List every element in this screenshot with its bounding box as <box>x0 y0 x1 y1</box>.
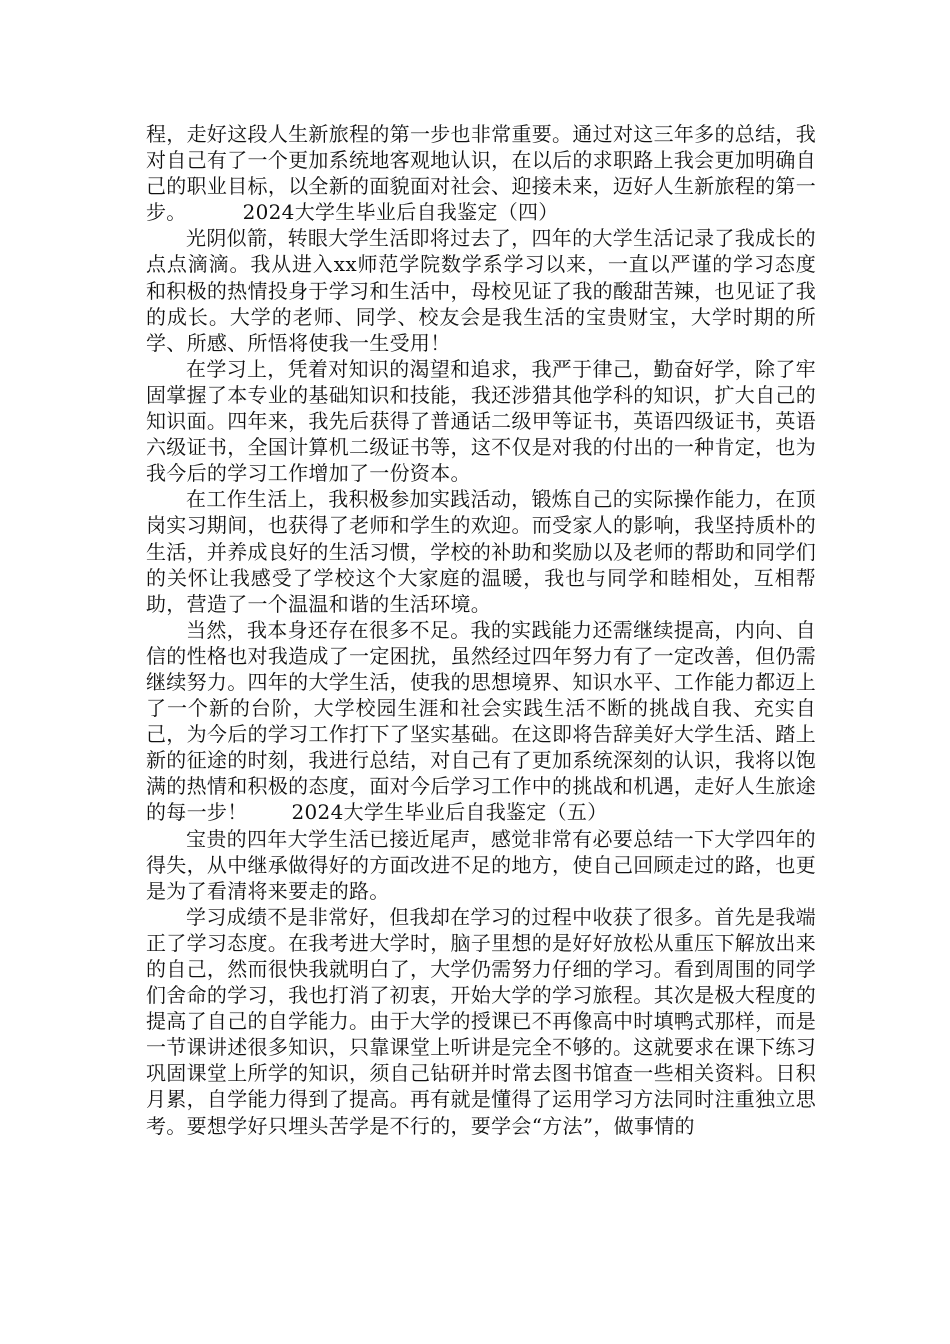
paragraph: 学习成绩不是非常好，但我却在学习的过程中收获了很多。首先是我端正了学习态度。在我考进大学时，脑子里想的是好好放松从重压下解放出来的自己，然而很快我就明白了，大学仍需努力仔细的学习。看到周围的同学们舍命的学习，我也打消了初衷，开始大学的学习旅程。其次是极大程度的提高了自己的自学能力。由于大学的授课已不再像高中时填鸭式那样，而是一节课讲述很多知识，只靠课堂上听讲是完全不够的。这就要求在课下练习巩固课堂上所学的知识，须自己钻研并时常去图书馆查一些相关资料。日积月累，自学能力得到了提高。再有就是懂得了运用学习方法同时注重独立思考。要想学好只埋头苦学是不行的，要学会“方法”，做事情的 <box>146 904 816 1138</box>
document-page <box>146 121 816 1139</box>
paragraph: 在学习上，凭着对知识的渴望和追求，我严于律己，勤奋好学，除了牢固掌握了本专业的基础知识和技能，我还涉猎其他学科的知识，扩大自己的知识面。四年来，我先后获得了普通话二级甲等证书，英语四级证书，英语六级证书，全国计算机二级证书等，这不仅是对我的付出的一种肯定，也为我今后的学习工作增加了一份资本。 <box>146 356 816 486</box>
section-heading: 2024大学生毕业后自我鉴定（四） <box>242 200 559 225</box>
paragraph: 光阴似箭，转眼大学生活即将过去了，四年的大学生活记录了我成长的点点滴滴。我从进入xx师范学院数学系学习以来，一直以严谨的学习态度和积极的热情投身于学习和生活中，母校见证了我的酸甜苦辣，也见证了我的成长。大学的老师、同学、校友会是我生活的宝贵财宝，大学时期的所学、所感、所悟将使我一生受用！ <box>146 226 816 355</box>
paragraph-text: 程，走好这段人生新旅程的第一步也非常重要。通过对这三年多的总结，我对自己有了一个更加系统地客观地认识，在以后的求职路上我会更加明确自己的职业目标，以全新的面貌面对社会、迎接未来，迈好人生新旅程的第一步。 <box>146 122 816 225</box>
section-heading: 2024大学生毕业后自我鉴定（五） <box>291 800 608 825</box>
paragraph: 宝贵的四年大学生活已接近尾声，感觉非常有必要总结一下大学四年的得失，从中继承做得好的方面改进不足的地方，使自己回顾走过的路，也更是为了看清将来要走的路。 <box>146 826 816 903</box>
paragraph <box>146 121 816 225</box>
paragraph <box>146 617 816 826</box>
paragraph-text: 当然，我本身还存在很多不足。我的实践能力还需继续提高，内向、自信的性格也对我造成了一定困扰，虽然经过四年努力有了一定改善，但仍需继续努力。四年的大学生活，使我的思想境界、知识水平、工作能力都迈上了一个新的台阶，大学校园生涯和社会实践生活不断的挑战自我、充实自己，为今后的学习工作打下了坚实基础。在这即将告辞美好大学生活、踏上新的征途的时刻，我进行总结，对自己有了更加系统深刻的认识，我将以饱满的热情和积极的态度，面对今后学习工作中的挑战和机遇，走好人生旅途的每一步！ <box>146 617 816 825</box>
paragraph: 在工作生活上，我积极参加实践活动，锻炼自己的实际操作能力，在顶岗实习期间，也获得了老师和学生的欢迎。而受家人的影响，我坚持质朴的生活，并养成良好的生活习惯，学校的补助和奖励以及老师的帮助和同学们的关怀让我感受了学校这个大家庭的温暖，我也与同学和睦相处，互相帮助，营造了一个温温和谐的生活环境。 <box>146 487 816 616</box>
